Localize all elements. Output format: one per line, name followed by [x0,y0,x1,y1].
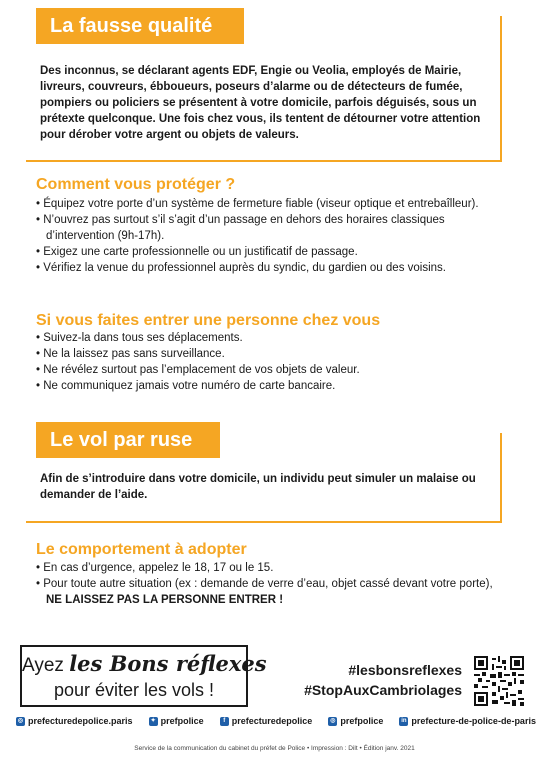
bons-reflexes-logo [20,645,267,707]
section-text-vol-par-ruse: Afin de s’introduire dans votre domicile, un individu peut simuler un malaise ou demander de l’aide. [40,473,476,501]
hashtag-bonsreflexes: #lesbonsreflexes [348,662,462,678]
social-label: prefecture-de-police-de-paris [411,716,536,726]
list-item: • En cas d’urgence, appelez le 18, 17 ou le 15. [36,560,506,576]
logo-text-bons-reflexes: les Bons réflexes [69,651,267,676]
instagram-icon: ◎ [17,717,24,724]
inside-list [36,330,506,394]
social-label: prefpolice [160,716,204,726]
social-label: prefpolice [340,716,384,726]
heading-behaviour: Le comportement à adopter [36,541,247,558]
social-link-facebook-prefecturedepolice[interactable] [220,716,313,726]
social-link-twitter-prefpolice[interactable] [149,716,204,726]
list-item: • N’ouvrez pas surtout s’il s’agit d’un passage en dehors des horaires classiques d’intervention (9h-17h). [36,212,506,244]
heading-inside: Si vous faites entrer une personne chez vous [36,312,381,329]
social-link-instagram-prefpolice[interactable] [328,716,383,726]
hashtags [296,660,462,700]
logo-text-line2: pour éviter les vols ! [53,680,215,700]
behaviour-list [36,560,506,608]
list-item-emphasis: NE LAISSEZ PAS LA PERSONNE ENTRER ! [46,594,284,606]
list-item: • Équipez votre porte d’un système de fermeture fiable (viseur optique et entrebaîlleur). [36,196,506,212]
heading-protect: Comment vous protéger ? [36,176,236,193]
facebook-icon: f [220,717,229,726]
social-label: prefecturedepolice [231,716,313,726]
hashtag-stopauxcambriolages: #StopAuxCambriolages [304,682,462,698]
qr-code-icon[interactable] [474,656,524,706]
social-link-linkedin-prefecture[interactable] [399,716,536,726]
social-links [16,716,536,726]
twitter-icon: ✦ [150,717,156,724]
section-text-fausse-qualite: Des inconnus, se déclarant agents EDF, Engie ou Veolia, employés de Mairie, livreurs, couvreurs, ébboueurs, poseurs d’alarme ou de détecteurs de fumée, pompiers ou policiers se présentent à votre domicile, parfois déguisés, sous un prétexte quelconque. Une fois chez vous, ils tentent de détourner votre attention pour dérober votre argent ou objets de valeurs. [40,65,481,141]
list-item: • Suivez-la dans tous ses déplacements. [36,330,506,346]
list-item: • Ne communiquez jamais votre numéro de carte bancaire. [36,378,506,394]
section-tag-fausse-qualite: La fausse qualité [36,8,244,44]
social-link-instagram-prefecturedepolice[interactable] [16,716,133,726]
instagram-icon: ◎ [330,717,336,724]
section-tag-vol-par-ruse: Le vol par ruse [36,422,220,458]
footer-credits: Service de la communication du cabinet du préfet de Police • Impression : Dilt • Édition janv. 2021 [134,745,415,752]
protect-list [36,196,506,276]
logo-text-ayez: Ayez [22,655,64,676]
list-item [36,576,506,608]
list-item: • Ne la laissez pas sans surveillance. [36,346,506,362]
social-label: prefecturedepolice.paris [28,716,133,726]
list-item: • Vérifiez la venue du professionnel auprès du syndic, du gardien ou des voisins. [36,260,506,276]
list-item: • Ne révélez surtout pas l’emplacement de vos objets de valeur. [36,362,506,378]
linkedin-icon: in [401,717,407,724]
list-item-text: Pour toute autre situation (ex : demande de verre d’eau, objet cassé devant votre porte), [43,578,493,590]
list-item: • Exigez une carte professionnelle ou un justificatif de passage. [36,244,506,260]
